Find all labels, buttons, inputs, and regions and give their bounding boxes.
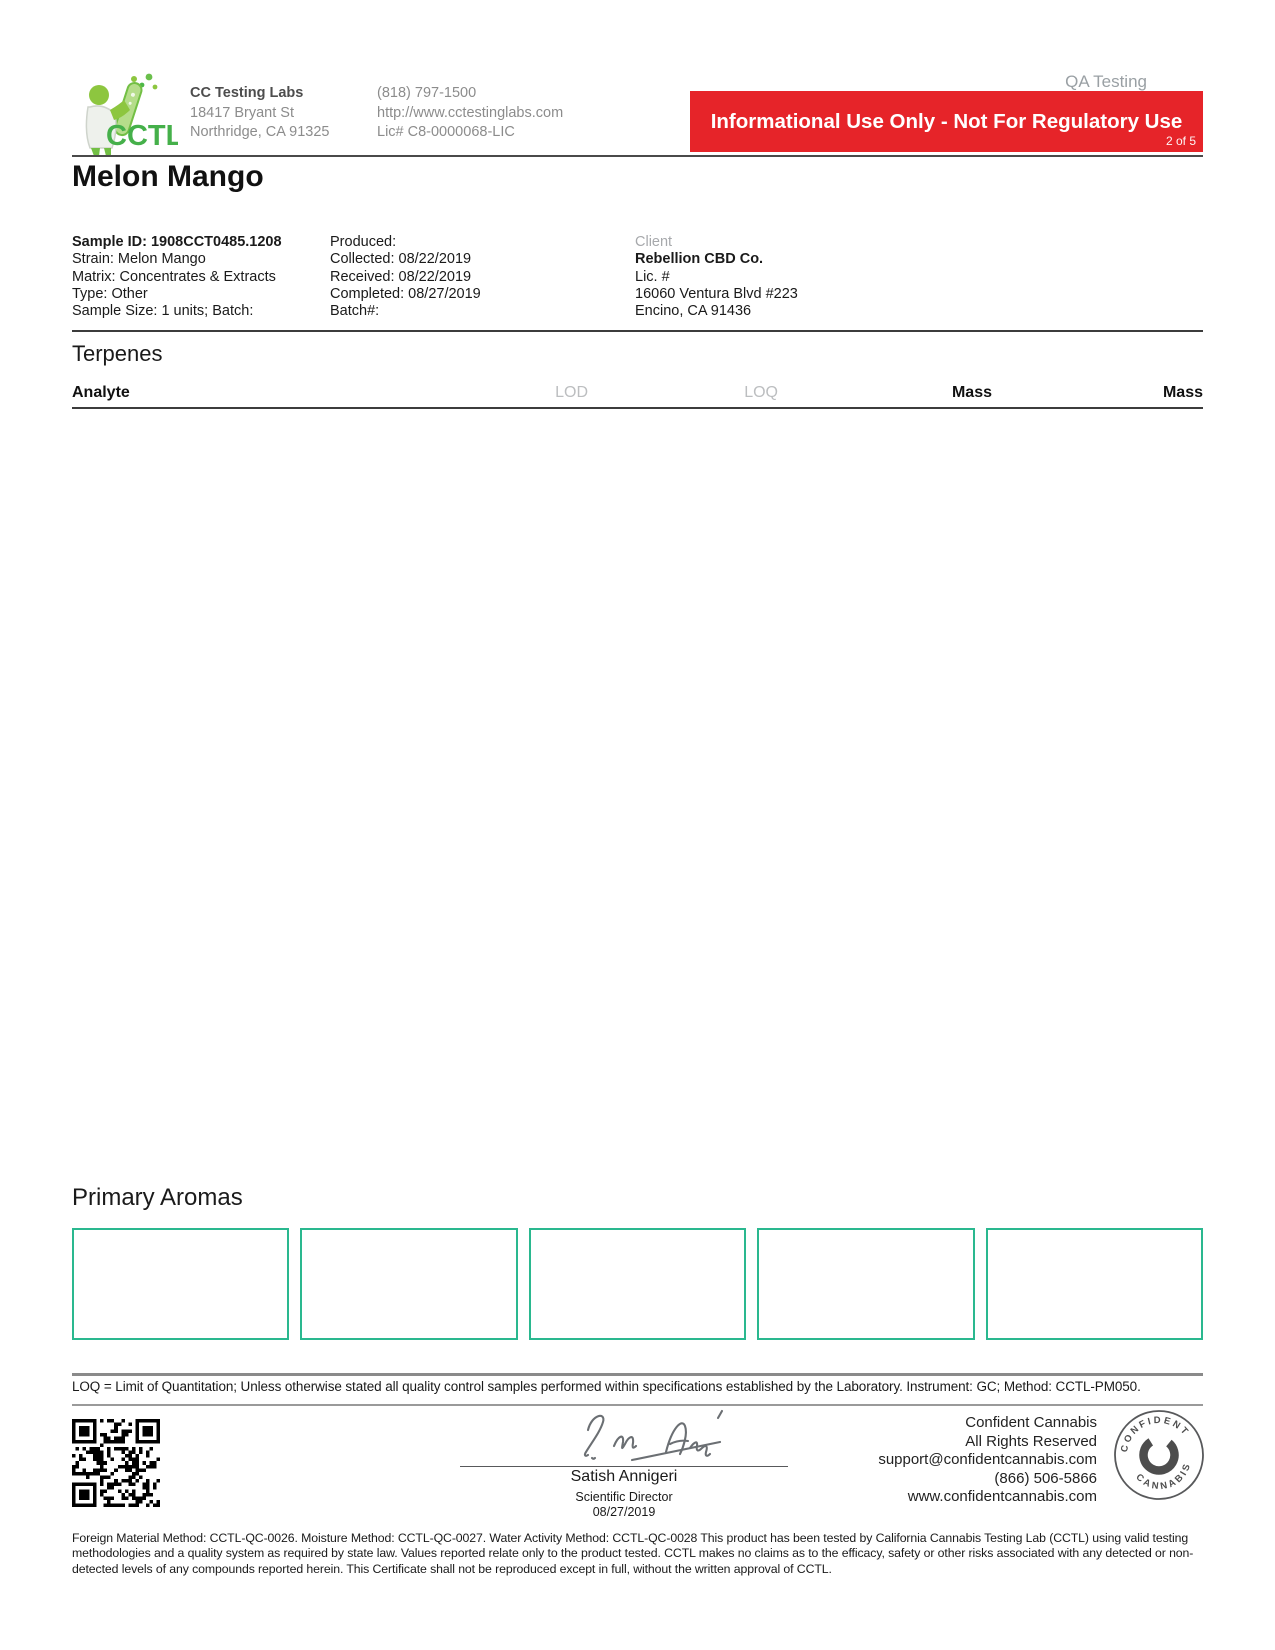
disclaimer-text: Foreign Material Method: CCTL-QC-0026. Moisture Method: CCTL-QC-0027. Water Activity Method: CCTL-QC-0028 This product has been tested by California Cannabis Testing Lab (CCTL) using valid testing methodologies and a quality system as required by state law. Values reported relate only to the product tested. CCTL makes no claims as to the efficacy, safety or other risks associated with any detected or non-detected levels of any compounds reported herein. This Certificate shall not be reproduced except in full, without the written approval of CCTL. [72,1531,1194,1576]
terpenes-table-body [72,409,1203,1179]
rights-reserved: All Rights Reserved [965,1432,1097,1450]
received-date: Received: 08/22/2019 [330,268,472,285]
informational-use-banner [690,91,1203,152]
client-label: Client [635,234,673,250]
sample-id: Sample ID: 1908CCT0485.1208 [72,234,282,250]
support-phone: (866) 506-5866 [994,1469,1097,1487]
loq-note-bottom-divider [72,1404,1203,1406]
batch-number: Batch#: [330,303,380,320]
support-email: support@confidentcannabis.com [878,1451,1097,1469]
signature-date: 08/27/2019 [592,1505,656,1519]
qr-code [72,1419,160,1507]
cctl-logo-icon [78,70,178,158]
lab-name: CC Testing Labs [190,85,304,101]
logo-text: CCTL [106,120,178,152]
column-header-analyte: Analyte [72,384,130,401]
sample-strain: Strain: Melon Mango [72,251,206,268]
dates-column [330,234,481,320]
sample-size: Sample Size: 1 units; Batch: [72,303,254,320]
signer-name: Satish Annigeri [570,1468,678,1485]
sample-info-divider [72,330,1203,332]
aroma-box-5 [986,1228,1203,1340]
confident-cannabis-block [757,1414,1097,1507]
aroma-box-3 [529,1228,746,1340]
client-address2: Encino, CA 91436 [635,303,752,320]
sample-info-column [72,234,282,320]
lab-contact-info [377,84,563,143]
lab-license: Lic# C8-0000068-LIC [377,124,515,140]
aroma-box-1 [72,1228,289,1340]
sample-matrix: Matrix: Concentrates & Extracts [72,268,276,285]
qa-testing-label: QA Testing [1065,72,1147,91]
column-header-mass-percent: Mass [951,384,992,401]
signature-icon [570,1408,740,1464]
column-header-lod: LOD [555,384,588,401]
banner-text: Informational Use Only - Not For Regulatory Use [710,110,1183,133]
aroma-box-2 [300,1228,517,1340]
signature-block [460,1408,788,1518]
aroma-box-4 [757,1228,974,1340]
lab-phone: (818) 797-1500 [377,85,477,101]
signature-line [460,1466,788,1467]
primary-aromas-boxes [72,1228,1203,1340]
primary-aromas-section-title: Primary Aromas [72,1184,243,1211]
collected-date: Collected: 08/22/2019 [330,251,472,268]
lab-address-line1: 18417 Bryant St [190,104,294,121]
column-header-loq: LOQ [744,384,778,401]
svg-text:CANNABIS: CANNABIS [1133,1460,1194,1493]
confident-cannabis-stamp-icon [1112,1408,1206,1502]
terpenes-section-title: Terpenes [72,341,163,366]
produced-date: Produced: [330,234,397,250]
client-column [635,234,798,320]
sample-type: Type: Other [72,285,148,302]
client-address1: 16060 Ventura Blvd #223 [635,285,798,302]
loq-note-top-divider [72,1373,1203,1376]
signer-title: Scientific Director [575,1490,673,1504]
lab-website: http://www.cctestinglabs.com [377,104,564,121]
loq-note: LOQ = Limit of Quantitation; Unless otherwise stated all quality control samples performed within specifications established by the Laboratory. Instrument: GC; Method: CCTL-PM050. [72,1379,1141,1394]
completed-date: Completed: 08/27/2019 [330,285,481,302]
company-website: www.confidentcannabis.com [907,1488,1097,1506]
client-name: Rebellion CBD Co. [635,251,764,268]
page-indicator: 2 of 5 [1165,134,1196,149]
lab-address-line2: Northridge, CA 91325 [190,124,330,140]
company-name: Confident Cannabis [965,1414,1097,1431]
page-title: Melon Mango [72,160,264,193]
client-license: Lic. # [635,268,670,285]
column-header-mass-mg: Mass [1162,384,1203,401]
lab-info [190,84,329,143]
header-divider [72,155,1203,157]
svg-text:CONFIDENT: CONFIDENT [1118,1414,1192,1454]
